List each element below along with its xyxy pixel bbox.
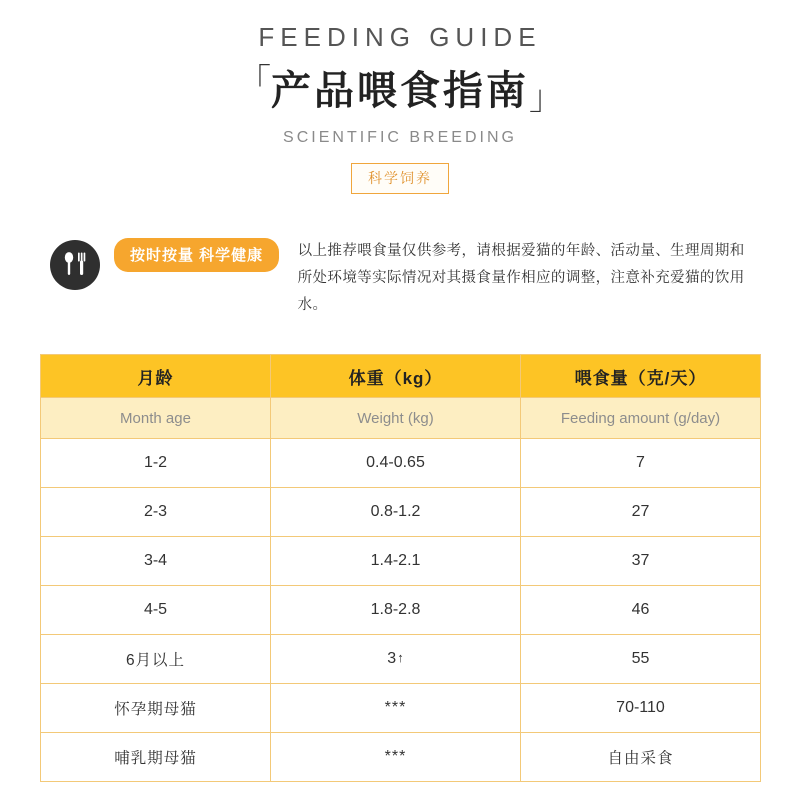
cell-amount: 自由采食 bbox=[521, 733, 761, 782]
table-row bbox=[41, 635, 761, 684]
note-pill-label: 按时按量 科学健康 bbox=[114, 238, 279, 272]
cell-weight: *** bbox=[271, 733, 521, 782]
cell-weight: 1.4-2.1 bbox=[271, 537, 521, 586]
table-header-row-en bbox=[41, 398, 761, 439]
column-header-month-cn: 月龄 bbox=[41, 355, 271, 398]
title-english-top: FEEDING GUIDE bbox=[258, 22, 542, 52]
table-row bbox=[41, 684, 761, 733]
cell-weight bbox=[271, 635, 521, 684]
column-header-amount-en: Feeding amount (g/day) bbox=[521, 398, 761, 439]
cell-month: 6月以上 bbox=[41, 635, 271, 684]
cell-amount: 55 bbox=[521, 635, 761, 684]
table-row bbox=[41, 733, 761, 782]
cell-amount: 70-110 bbox=[521, 684, 761, 733]
cell-month: 2-3 bbox=[41, 488, 271, 537]
title-english-sub: SCIENTIFIC BREEDING bbox=[283, 129, 517, 146]
note-content bbox=[114, 238, 754, 318]
cell-month: 4-5 bbox=[41, 586, 271, 635]
cell-month: 1-2 bbox=[41, 439, 271, 488]
cell-weight: 1.8-2.8 bbox=[271, 586, 521, 635]
badge-container bbox=[0, 163, 800, 194]
cell-weight: *** bbox=[271, 684, 521, 733]
column-header-weight-en: Weight (kg) bbox=[271, 398, 521, 439]
page-title bbox=[237, 63, 563, 117]
cell-amount: 37 bbox=[521, 537, 761, 586]
cell-amount: 27 bbox=[521, 488, 761, 537]
column-header-weight-cn: 体重（kg） bbox=[271, 355, 521, 398]
up-arrow-icon: ↑ bbox=[397, 650, 404, 666]
table-row bbox=[41, 439, 761, 488]
cell-weight: 0.4-0.65 bbox=[271, 439, 521, 488]
column-header-month-en: Month age bbox=[41, 398, 271, 439]
cell-month: 哺乳期母猫 bbox=[41, 733, 271, 782]
note-block bbox=[50, 238, 754, 318]
table-row bbox=[41, 488, 761, 537]
page-header bbox=[0, 0, 800, 194]
table-header-row-cn bbox=[41, 355, 761, 398]
cell-month: 怀孕期母猫 bbox=[41, 684, 271, 733]
feeding-table-body bbox=[41, 439, 761, 782]
table-row bbox=[41, 537, 761, 586]
cell-month: 3-4 bbox=[41, 537, 271, 586]
bracket-right-decoration: 」 bbox=[529, 79, 563, 117]
column-header-amount-cn: 喂食量（克/天） bbox=[521, 355, 761, 398]
spoon-fork-icon bbox=[50, 240, 100, 290]
cell-weight-value: 3 bbox=[387, 650, 397, 668]
cell-weight: 0.8-1.2 bbox=[271, 488, 521, 537]
page-title-text: 产品喂食指南 bbox=[271, 69, 529, 113]
feeding-table-wrap bbox=[40, 354, 760, 782]
note-text: 以上推荐喂食量仅供参考，请根据爱猫的年龄、活动量、生理周期和所处环境等实际情况对其摄食量作相应的调整，注意补充爱猫的饮用水。 bbox=[297, 243, 745, 313]
table-row bbox=[41, 586, 761, 635]
feeding-table bbox=[40, 354, 761, 782]
bracket-left-decoration: 「 bbox=[237, 63, 271, 101]
cell-amount: 7 bbox=[521, 439, 761, 488]
cell-amount: 46 bbox=[521, 586, 761, 635]
status-badge: 科学饲养 bbox=[351, 163, 449, 194]
